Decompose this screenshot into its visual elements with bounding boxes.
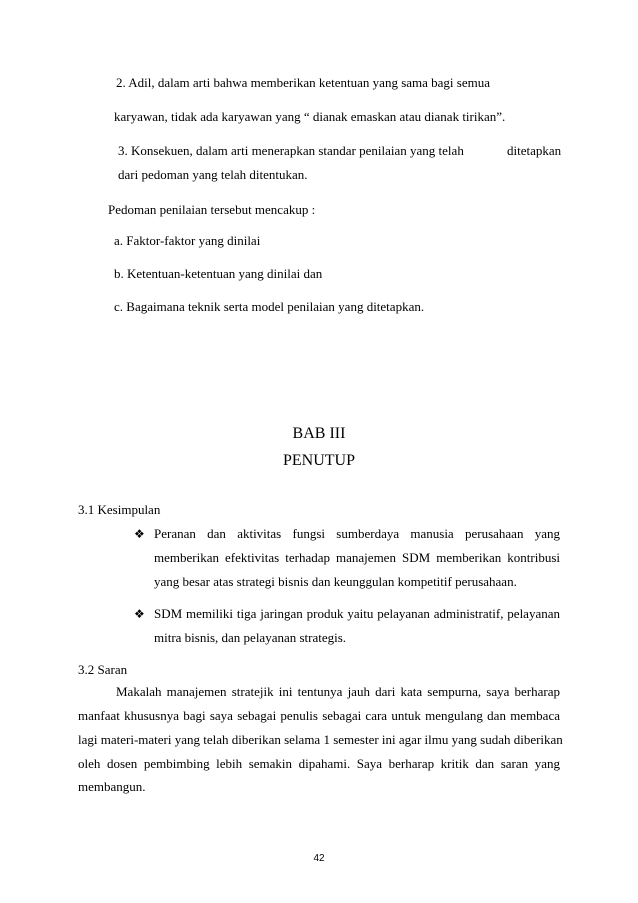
guideline-item-b: b. Ketentuan-ketentuan yang dinilai dan	[114, 266, 323, 281]
section-heading-kesimpulan: 3.1 Kesimpulan	[78, 502, 161, 517]
principle-2-line-1: 2. Adil, dalam arti bahwa memberikan ketentuan yang sama bagi semua	[116, 75, 490, 90]
page-number: 42	[313, 853, 325, 864]
saran-line-3: lagi materi-materi yang telah diberikan selama 1 semester ini agar ilmu yang sudah diberikan	[78, 732, 563, 747]
kesimpulan-bullet-1-line-2: memberikan efektivitas terhadap manajemen SDM memberikan kontribusi	[154, 550, 560, 565]
guideline-item-c: c. Bagaimana teknik serta model penilaian yang ditetapkan.	[114, 299, 425, 314]
kesimpulan-bullet-1-line-3: yang besar atas strategi bisnis dan keunggulan kompetitif perusahaan.	[154, 574, 517, 589]
principle-3-line-2: dari pedoman yang telah ditentukan.	[118, 167, 308, 182]
kesimpulan-bullet-2-line-2: mitra bisnis, dan pelayanan strategis.	[154, 630, 347, 645]
saran-line-4: oleh dosen pembimbing lebih semakin dipahami. Saya berharap kritik dan saran yang	[78, 756, 560, 771]
diamond-bullet-icon: ❖	[134, 527, 145, 541]
chapter-title: PENUTUP	[282, 452, 355, 469]
saran-line-1: Makalah manajemen stratejik ini tentunya jauh dari kata sempurna, saya berharap	[116, 684, 560, 699]
principle-2-line-2: karyawan, tidak ada karyawan yang “ dianak emaskan atau dianak tirikan”.	[114, 109, 506, 124]
principle-3-line-1: 3. Konsekuen, dalam arti menerapkan standar penilaian yang telah	[118, 143, 464, 158]
kesimpulan-bullet-2-line-1: SDM memiliki tiga jaringan produk yaitu pelayanan administratif, pelayanan	[154, 606, 560, 621]
kesimpulan-bullet-1-line-1: Peranan dan aktivitas fungsi sumberdaya manusia perusahaan yang	[154, 526, 560, 541]
saran-line-2: manfaat khususnya bagi saya sebagai penulis sebagai cara untuk mengulang dan membaca	[78, 708, 560, 723]
chapter-number: BAB III	[292, 425, 346, 442]
guidelines-intro: Pedoman penilaian tersebut mencakup :	[108, 202, 316, 217]
guideline-item-a: a. Faktor-faktor yang dinilai	[114, 233, 261, 248]
saran-line-5: membangun.	[78, 779, 146, 794]
principle-3-line-1-end: ditetapkan	[507, 143, 562, 158]
section-heading-saran: 3.2 Saran	[78, 662, 128, 677]
diamond-bullet-icon: ❖	[134, 607, 145, 621]
